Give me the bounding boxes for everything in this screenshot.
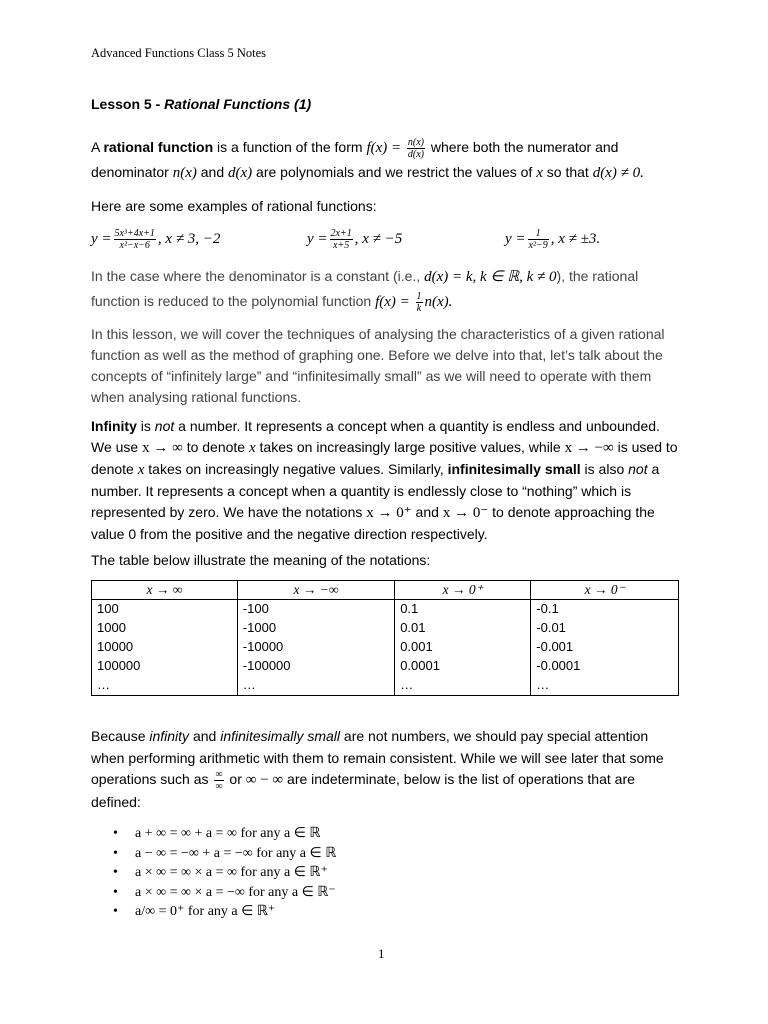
list-item: • a × ∞ = ∞ × a = ∞ for any a ∈ ℝ⁺ — [91, 863, 336, 883]
examples-row — [91, 228, 691, 260]
table-cell: -0.01 — [531, 619, 679, 638]
table-cell: -100000 — [237, 657, 394, 676]
arithmetic-paragraph: Because infinity and infinitesimally small are not numbers, we should pay special attention when performing arithmetic with them to remain consistent. While we will see later that some operations such as $\frac{\infty}{\infty}$ or ∞ − ∞ are indeterminate, below is the list of operations that are defined: — [91, 728, 664, 810]
table-header: x → 0⁻ — [531, 581, 679, 600]
table-cell: … — [92, 676, 238, 696]
bullet-icon: • — [113, 845, 118, 861]
example-2: y = $\frac{2x+1}{x+5}$ , x ≠ −5 — [307, 228, 403, 251]
lesson-intro-paragraph: In this lesson, we will cover the techniques of analysing the characteristics of a given rational function as well as the method of graphing one. Before we delve into that, let’s talk about the concepts of “infinitely large” and “infinitesimally small” as we will need to operate with them when analysing rational functions. — [91, 326, 665, 405]
lesson-prefix: Lesson 5 - — [91, 96, 165, 112]
constant-case-paragraph: In the case where the denominator is a constant (i.e., d(x) = k, k ∈ ℝ, k ≠ 0), the rational function is reduced to the polynomial function f(x) = $\frac{1}{k}$ n(x). — [91, 268, 639, 314]
operations-list — [91, 824, 336, 922]
table-cell: … — [531, 676, 679, 696]
term-rational-function: rational function — [103, 139, 214, 156]
table-intro: The table below illustrate the meaning of the notations: — [91, 552, 431, 568]
table-cell: … — [237, 676, 394, 696]
table-header-row — [92, 581, 679, 600]
table-cell: -0.0001 — [531, 657, 679, 676]
table-row — [92, 657, 679, 676]
example-3: y = $\frac{1}{\text{x²−9}}$ , x ≠ ±3. — [505, 228, 601, 251]
table-cell: 1000 — [92, 619, 238, 638]
infinity-paragraph: Infinity is not a number. It represents a concept when a quantity is endless and unbounded. We use x → ∞ to denote x takes on increasingly large positive values, while x → −∞ is used to denote x takes on increasingly negative values. Similarly, infinitesimally small is also not a number. It represents a concept when a quantity is endlessly close to “nothing” which is represented by zero. We have the notations x → 0⁺ and x → 0⁻ to denote approaching the value 0 from the positive and the negative direction respectively. — [91, 418, 678, 542]
table-row — [92, 676, 679, 696]
bullet-icon: • — [113, 826, 118, 841]
table-cell: -100 — [237, 600, 394, 620]
table-cell: 0.001 — [395, 638, 531, 657]
term-infinity: Infinity — [91, 418, 137, 434]
table-cell: … — [395, 676, 531, 696]
examples-intro: Here are some examples of rational functions: — [91, 198, 377, 214]
bullet-icon: • — [113, 884, 118, 900]
example-1: y = $\frac{\text{5x³+4x+1}}{\text{x²−x−6}}$ , x ≠ 3, −2 — [91, 228, 221, 251]
fraction-n-over-d: $\frac{n(x)}{d(x)}$ — [407, 137, 424, 160]
table-header: x → ∞ — [92, 581, 238, 600]
term-infinitesimally-small: infinitesimally small — [447, 461, 581, 477]
table-header: x → 0⁺ — [395, 581, 531, 600]
table-cell: 10000 — [92, 638, 238, 657]
table-cell: 100 — [92, 600, 238, 620]
table-row — [92, 638, 679, 657]
page-number: 1 — [378, 946, 385, 961]
bullet-icon: • — [113, 865, 118, 880]
table-cell: 0.1 — [395, 600, 531, 620]
table-cell: -0.1 — [531, 600, 679, 620]
table-header: x → −∞ — [237, 581, 394, 600]
table-cell: 0.0001 — [395, 657, 531, 676]
table-row — [92, 600, 679, 620]
bullet-icon: • — [113, 904, 118, 919]
table-cell: 0.01 — [395, 619, 531, 638]
list-item: • a/∞ = 0⁺ for any a ∈ ℝ⁺ — [91, 902, 336, 922]
table-cell: 100000 — [92, 657, 238, 676]
list-item: • a + ∞ = ∞ + a = ∞ for any a ∈ ℝ — [91, 824, 336, 844]
running-header: Advanced Functions Class 5 Notes — [91, 46, 266, 60]
lesson-title — [91, 96, 311, 112]
definition-paragraph: A rational function is a function of the form f(x) = $\frac{n(x)}{d(x)}$ where both the numerator and denominator n(x) and d(x) are polynomials and we restrict the values of x so that d(x) ≠ 0. — [91, 137, 644, 181]
table-cell: -1000 — [237, 619, 394, 638]
table-cell: -0.001 — [531, 638, 679, 657]
notation-table — [91, 580, 679, 696]
lesson-topic: Rational Functions (1) — [164, 96, 312, 112]
list-item: • a × ∞ = ∞ × a = −∞ for any a ∈ ℝ⁻ — [91, 883, 336, 903]
table-cell: -10000 — [237, 638, 394, 657]
list-item: • a − ∞ = −∞ + a = −∞ for any a ∈ ℝ — [91, 844, 336, 864]
table-row — [92, 619, 679, 638]
